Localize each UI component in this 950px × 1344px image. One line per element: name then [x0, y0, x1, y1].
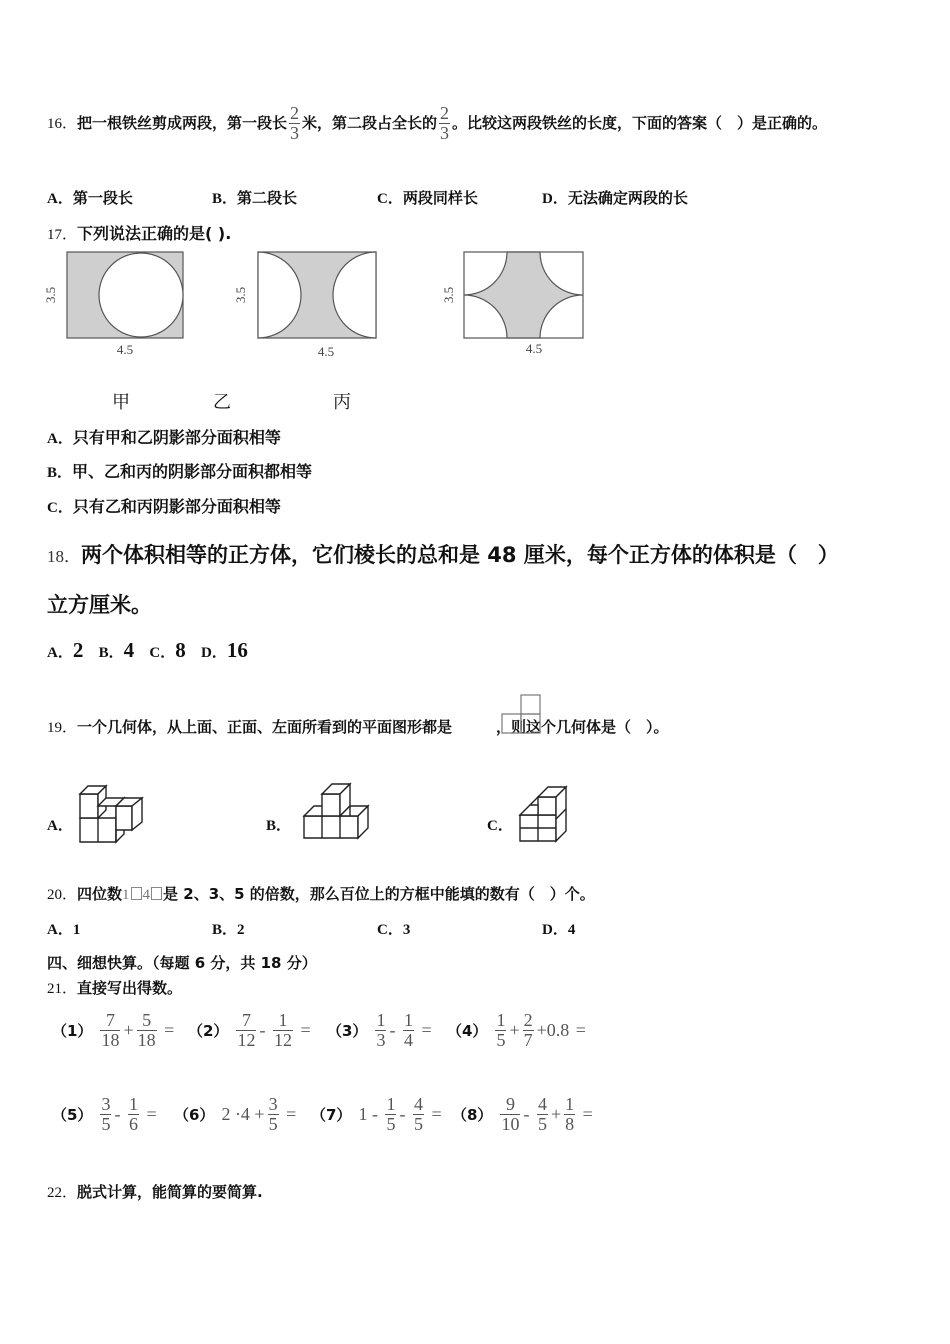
operator: +: [509, 1019, 520, 1040]
frac-num: 5: [142, 1010, 152, 1030]
q19-text-1: 一个几何体，从上面、正面、左面所看到的平面图形都是: [77, 718, 453, 736]
operator: -: [114, 1103, 121, 1124]
q16-frac2-num: 2: [440, 103, 450, 123]
q20-blank-ones-box: [151, 887, 162, 900]
q21-item-7: [311, 1095, 443, 1134]
q18-options: [47, 638, 248, 663]
option-letter: B．: [47, 465, 73, 481]
frac-num: 1: [278, 1010, 288, 1030]
frac-den: 4: [403, 1029, 413, 1050]
q17-option-b[interactable]: [47, 459, 312, 482]
figure-yi-height-label: 3.5: [233, 286, 248, 304]
frac-num: 1: [496, 1010, 506, 1030]
operator: +: [550, 1103, 562, 1124]
equals: =: [575, 1019, 586, 1040]
q16-frac1-num: 2: [290, 103, 300, 123]
q21-item-3: [327, 1011, 433, 1050]
equals: =: [582, 1103, 593, 1124]
q21-text: 直接写出得数。: [77, 979, 183, 997]
q17-line: [47, 221, 231, 244]
q16-option-a[interactable]: [47, 187, 133, 208]
figure-yi: [233, 252, 376, 359]
frac-num: 3: [268, 1094, 278, 1114]
q21-number: 21．: [47, 981, 78, 997]
figure-caption-bing: 丙: [333, 392, 351, 413]
item-label: （3）: [327, 1021, 368, 1040]
q22-line: [47, 1181, 263, 1202]
equals: =: [300, 1019, 311, 1040]
q16-number: 16．: [47, 115, 78, 132]
figure-yi-width-label: 4.5: [317, 344, 335, 359]
q20-digit-tens: 4: [142, 887, 151, 903]
q19-cubes-c: [516, 783, 582, 845]
item-label: （2）: [188, 1021, 229, 1040]
q16-frac1-den: 3: [290, 122, 300, 143]
frac-den: 5: [537, 1113, 547, 1134]
frac-num: 1: [376, 1010, 386, 1030]
q19-number: 19．: [47, 720, 78, 736]
option-text: 无法确定两段的长: [567, 189, 688, 207]
q21-line: [47, 977, 182, 998]
operator: -: [523, 1103, 530, 1124]
figure-bing: [441, 252, 583, 356]
item-label: （1）: [52, 1021, 93, 1040]
q21-item-4: [447, 1011, 587, 1050]
q22-text: 脱式计算，能简算的要简算.: [77, 1183, 263, 1201]
figure-jia: [43, 252, 183, 357]
q18-option-c[interactable]: [149, 638, 186, 662]
q22-number: 22．: [47, 1185, 78, 1201]
option-text: 8: [175, 638, 186, 662]
q20-text-1: 四位数: [77, 885, 123, 903]
option-letter: D．: [201, 645, 227, 661]
section-4-title: 四、细想快算。（每题 6 分，共 18 分）: [47, 954, 317, 972]
equals: =: [146, 1103, 157, 1124]
option-letter: D．: [542, 922, 568, 938]
figure-jia-circle: [99, 253, 183, 337]
figure-jia-height-label: 3.5: [43, 286, 58, 304]
frac-den: 6: [128, 1113, 138, 1134]
option-text: 只有甲和乙阴影部分面积相等: [72, 428, 281, 447]
q17-number: 17．: [47, 227, 78, 243]
frac-num: 1: [403, 1010, 413, 1030]
frac-num: 4: [537, 1094, 547, 1114]
option-text: 16: [226, 638, 248, 662]
q21-item-8: [452, 1095, 594, 1134]
option-letter: A．: [47, 645, 73, 661]
q16-line: [47, 104, 827, 143]
operator: -: [259, 1019, 266, 1040]
frac-den: 5: [413, 1113, 423, 1134]
q17-text: 下列说法正确的是( ).: [77, 224, 232, 243]
frac-num: 2: [523, 1010, 533, 1030]
q16-fraction-2: [439, 104, 450, 143]
q16-frac2-den: 3: [440, 122, 450, 143]
frac-num: 7: [241, 1010, 251, 1030]
q20-option-b[interactable]: [212, 918, 245, 939]
frac-den: 18: [101, 1029, 120, 1050]
expr-prefix: 1 -: [358, 1103, 378, 1124]
q17-figures: [40, 246, 600, 364]
q21-item-1: [52, 1011, 175, 1050]
q19-option-a[interactable]: A．: [47, 818, 73, 834]
q20-number: 20．: [47, 887, 78, 903]
q18-option-d[interactable]: [201, 638, 248, 662]
frac-num: 1: [386, 1094, 396, 1114]
q16-option-b[interactable]: [212, 187, 297, 208]
q16-option-d[interactable]: [542, 187, 688, 208]
option-text: 两段同样长: [402, 189, 478, 207]
item-label: （5）: [52, 1105, 93, 1124]
equals: =: [164, 1019, 175, 1040]
option-text: 甲、乙和丙的阴影部分面积都相等: [72, 462, 313, 481]
operator: -: [399, 1103, 406, 1124]
frac-den: 5: [268, 1113, 278, 1134]
q20-line: [47, 883, 595, 904]
option-letter: C．: [377, 922, 403, 938]
q19-cubes-b: [300, 780, 378, 842]
q18-number: 18．: [47, 547, 81, 566]
option-text: 3: [402, 922, 411, 938]
item-label: （6）: [174, 1105, 215, 1124]
q20-blank-hundreds-box: [131, 887, 142, 900]
q20-text-2: 是 2、3、5 的倍数，那么百位上的方框中能填的数有（ ）个。: [163, 885, 595, 903]
q18-option-b[interactable]: [98, 638, 135, 662]
option-text: 第二段长: [237, 189, 298, 207]
frac-den: 12: [237, 1029, 256, 1050]
frac-den: 12: [273, 1029, 292, 1050]
option-letter: D．: [542, 191, 568, 207]
q18-line-1: [47, 539, 839, 569]
q21-item-5: [52, 1095, 158, 1134]
option-text: 4: [567, 922, 576, 938]
q20-option-a[interactable]: [47, 918, 80, 939]
q18-line-2: 立方厘米。: [47, 593, 152, 617]
figure-caption-jia: 甲: [112, 392, 130, 413]
figure-bing-width-label: 4.5: [525, 341, 543, 356]
option-letter: A．: [47, 431, 73, 447]
equals: =: [421, 1019, 432, 1040]
option-text: 2: [237, 922, 245, 938]
frac-den: 8: [565, 1113, 575, 1134]
option-letter: B．: [98, 645, 124, 661]
frac-den: 10: [501, 1113, 520, 1134]
equals: =: [286, 1103, 297, 1124]
option-text: 只有乙和丙阴影部分面积相等: [72, 497, 281, 516]
option-letter: A．: [47, 922, 73, 938]
option-text: 1: [72, 922, 81, 938]
q16-fraction-1: [289, 104, 300, 143]
q19-line: [47, 716, 669, 737]
option-text: 第一段长: [72, 189, 133, 207]
expr-prefix: 2 ·4 +: [221, 1103, 265, 1124]
operator: +: [123, 1019, 134, 1040]
q16-text-2: 米，第二段占全长的: [302, 113, 438, 132]
operator: +0.8: [536, 1019, 570, 1040]
figure-jia-width-label: 4.5: [116, 342, 134, 357]
item-label: （4）: [447, 1021, 488, 1040]
q20-option-d[interactable]: [542, 918, 575, 939]
frac-den: 5: [496, 1029, 506, 1050]
q20-digit-thousands: 1: [122, 887, 130, 903]
option-letter: A．: [47, 191, 73, 207]
q19-text-2: ，则这个几何体是（ ）。: [496, 718, 669, 736]
option-letter: C．: [377, 191, 403, 207]
frac-num: 9: [505, 1094, 515, 1114]
frac-den: 5: [101, 1113, 111, 1134]
figure-bing-height-label: 3.5: [441, 286, 456, 304]
equals: =: [431, 1103, 442, 1124]
figure-caption-yi: 乙: [213, 392, 231, 413]
q17-option-c[interactable]: [47, 494, 281, 517]
q18-option-a[interactable]: [47, 638, 84, 662]
q19-cubes-a: [76, 778, 156, 844]
frac-den: 3: [376, 1029, 386, 1050]
q16-text-3: 。比较这两段铁丝的长度，下面的答案（ ）是正确的。: [452, 113, 828, 132]
frac-den: 18: [137, 1029, 156, 1050]
q16-option-c[interactable]: [377, 187, 478, 208]
frac-num: 4: [413, 1094, 423, 1114]
frac-den: 5: [386, 1113, 396, 1134]
frac-num: 1: [128, 1094, 138, 1114]
q21-item-6: [174, 1095, 297, 1134]
operator: -: [389, 1019, 396, 1040]
frac-den: 7: [523, 1029, 533, 1050]
q19-option-c[interactable]: C．: [487, 818, 513, 834]
q17-option-a[interactable]: [47, 425, 281, 448]
frac-num: 7: [105, 1010, 115, 1030]
q19-option-b[interactable]: B．: [266, 818, 292, 834]
item-label: （8）: [452, 1105, 493, 1124]
q19-view-shape: [501, 694, 543, 736]
frac-num: 3: [101, 1094, 111, 1114]
item-label: （7）: [311, 1105, 352, 1124]
option-letter: B．: [212, 191, 238, 207]
option-letter: B．: [212, 922, 238, 938]
frac-num: 1: [565, 1094, 575, 1114]
q20-option-c[interactable]: [377, 918, 410, 939]
q21-item-2: [188, 1011, 312, 1050]
option-text: 2: [72, 638, 84, 662]
q18-text-1: 两个体积相等的正方体，它们棱长的总和是 48 厘米，每个正方体的体积是（ ）: [81, 543, 839, 567]
option-text: 4: [123, 638, 135, 662]
option-letter: C．: [149, 645, 176, 661]
q16-text-1: 把一根铁丝剪成两段，第一段长: [77, 113, 288, 132]
option-letter: C．: [47, 500, 73, 516]
